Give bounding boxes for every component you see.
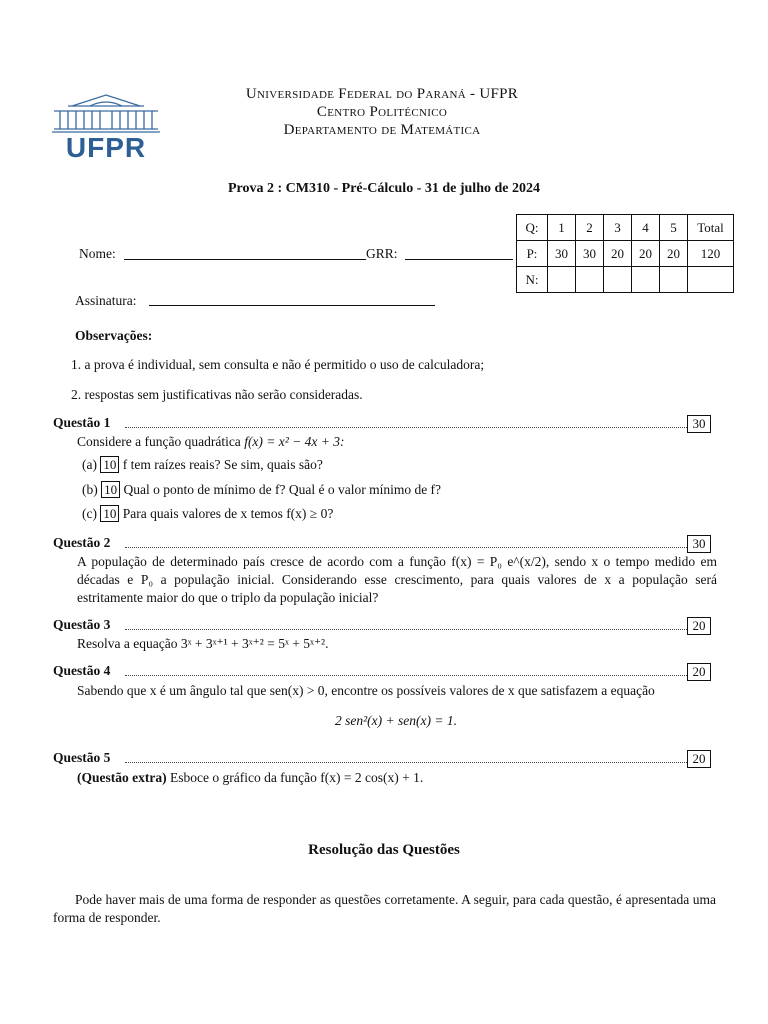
question-1-item-b [82, 481, 441, 498]
leader-dots [125, 629, 687, 630]
grade-row [517, 267, 734, 293]
q-number: 3 [604, 215, 632, 241]
leader-dots [125, 762, 687, 763]
grr-line[interactable] [405, 259, 513, 260]
grade-cell [548, 267, 576, 293]
question-label: Questão 1 [53, 415, 114, 431]
question-3-header [53, 617, 711, 635]
q-number: 2 [576, 215, 604, 241]
grr-label: GRR: [366, 246, 398, 261]
question-1-header [53, 415, 711, 433]
intro-math: f(x) = x² − 4x + 3: [244, 434, 345, 449]
total-label: Total [688, 215, 734, 241]
question-label: Questão 2 [53, 535, 114, 551]
department-name: Departamento de Matemática [283, 122, 481, 138]
grade-cell [576, 267, 604, 293]
question-1-item-a [82, 456, 323, 473]
grade-cell [660, 267, 688, 293]
observations-title: Observações: [75, 328, 153, 343]
item-letter: (a) [82, 457, 97, 472]
item-letter: (c) [82, 506, 97, 521]
score-table [516, 214, 734, 293]
question-2-text: A população de determinado país cresce de acordo com a função f(x) = P₀ e^(x/2), sendo x o tempo medido em décadas e P₀ a população inicial. Considerando esse crescimento, para quais valores de x a população será estritamente maior do que o triplo da população inicial? [77, 554, 717, 605]
name-line[interactable] [124, 259, 366, 260]
q-points: 30 [548, 241, 576, 267]
question-5-text [77, 769, 717, 787]
exam-title: Prova 2 : CM310 - Pré-Cálculo - 31 de julho de 2024 [228, 181, 540, 196]
observation-item: 2. respostas sem justificativas não serão consideradas. [71, 387, 363, 402]
q-points: 20 [632, 241, 660, 267]
signature-label: Assinatura: [75, 293, 137, 308]
question-points: 20 [687, 617, 711, 635]
question-4-equation: 2 sen²(x) + sen(x) = 1. [335, 713, 457, 728]
question-4-text: Sabendo que x é um ângulo tal que sen(x) > 0, encontre os possíveis valores de x que satisfazem a equação [77, 683, 655, 698]
item-text: Para quais valores de x temos f(x) ≥ 0? [122, 506, 334, 521]
grade-total-cell [688, 267, 734, 293]
logo-text: UFPR [65, 132, 147, 163]
observation-item: 1. a prova é individual, sem consulta e não é permitido o uso de calculadora; [71, 357, 485, 372]
q-points: 30 [576, 241, 604, 267]
resolution-text: Pode haver mais de uma forma de responder as questões corretamente. A seguir, para cada questão, é apresentada uma forma de responder. [53, 892, 716, 925]
leader-dots [125, 427, 687, 428]
name-label: Nome: [79, 246, 116, 261]
q-label: Q: [517, 215, 548, 241]
question-1-intro [77, 433, 717, 451]
question-points: 20 [687, 663, 711, 681]
question-points: 30 [687, 535, 711, 553]
ufpr-logo [50, 92, 162, 163]
question-1-item-c [82, 505, 333, 522]
item-points: 10 [101, 481, 120, 498]
question-label: Questão 5 [53, 750, 114, 766]
grade-cell [632, 267, 660, 293]
item-letter: (b) [82, 482, 98, 497]
q-points: 20 [604, 241, 632, 267]
q-number: 4 [632, 215, 660, 241]
q-points: 20 [660, 241, 688, 267]
leader-dots [125, 547, 687, 548]
resolution-title: Resolução das Questões [308, 842, 460, 858]
question-row [517, 215, 734, 241]
question-5-body: Esboce o gráfico da função f(x) = 2 cos(x) + 1. [166, 770, 424, 785]
question-2-header [53, 535, 711, 553]
question-4-header [53, 663, 711, 681]
extra-label: (Questão extra) [77, 770, 167, 785]
grade-cell [604, 267, 632, 293]
item-points: 10 [100, 505, 119, 522]
center-name: Centro Politécnico [316, 104, 448, 120]
question-points: 30 [687, 415, 711, 433]
n-label: N: [517, 267, 548, 293]
q-number: 5 [660, 215, 688, 241]
question-points: 20 [687, 750, 711, 768]
signature-line[interactable] [149, 305, 435, 306]
total-points: 120 [688, 241, 734, 267]
leader-dots [125, 675, 687, 676]
university-name: Universidade Federal do Paraná - UFPR [245, 86, 519, 102]
q-number: 1 [548, 215, 576, 241]
item-text: f tem raízes reais? Se sim, quais são? [122, 457, 323, 472]
item-points: 10 [100, 456, 119, 473]
intro-text: Considere a função quadrática [77, 434, 245, 449]
question-label: Questão 4 [53, 663, 114, 679]
question-3-text: Resolva a equação 3ˣ + 3ˣ⁺¹ + 3ˣ⁺² = 5ˣ + 5ˣ⁺². [77, 636, 329, 651]
p-label: P: [517, 241, 548, 267]
points-row [517, 241, 734, 267]
item-text: Qual o ponto de mínimo de f? Qual é o valor mínimo de f? [123, 482, 442, 497]
question-label: Questão 3 [53, 617, 114, 633]
question-5-header [53, 750, 711, 768]
